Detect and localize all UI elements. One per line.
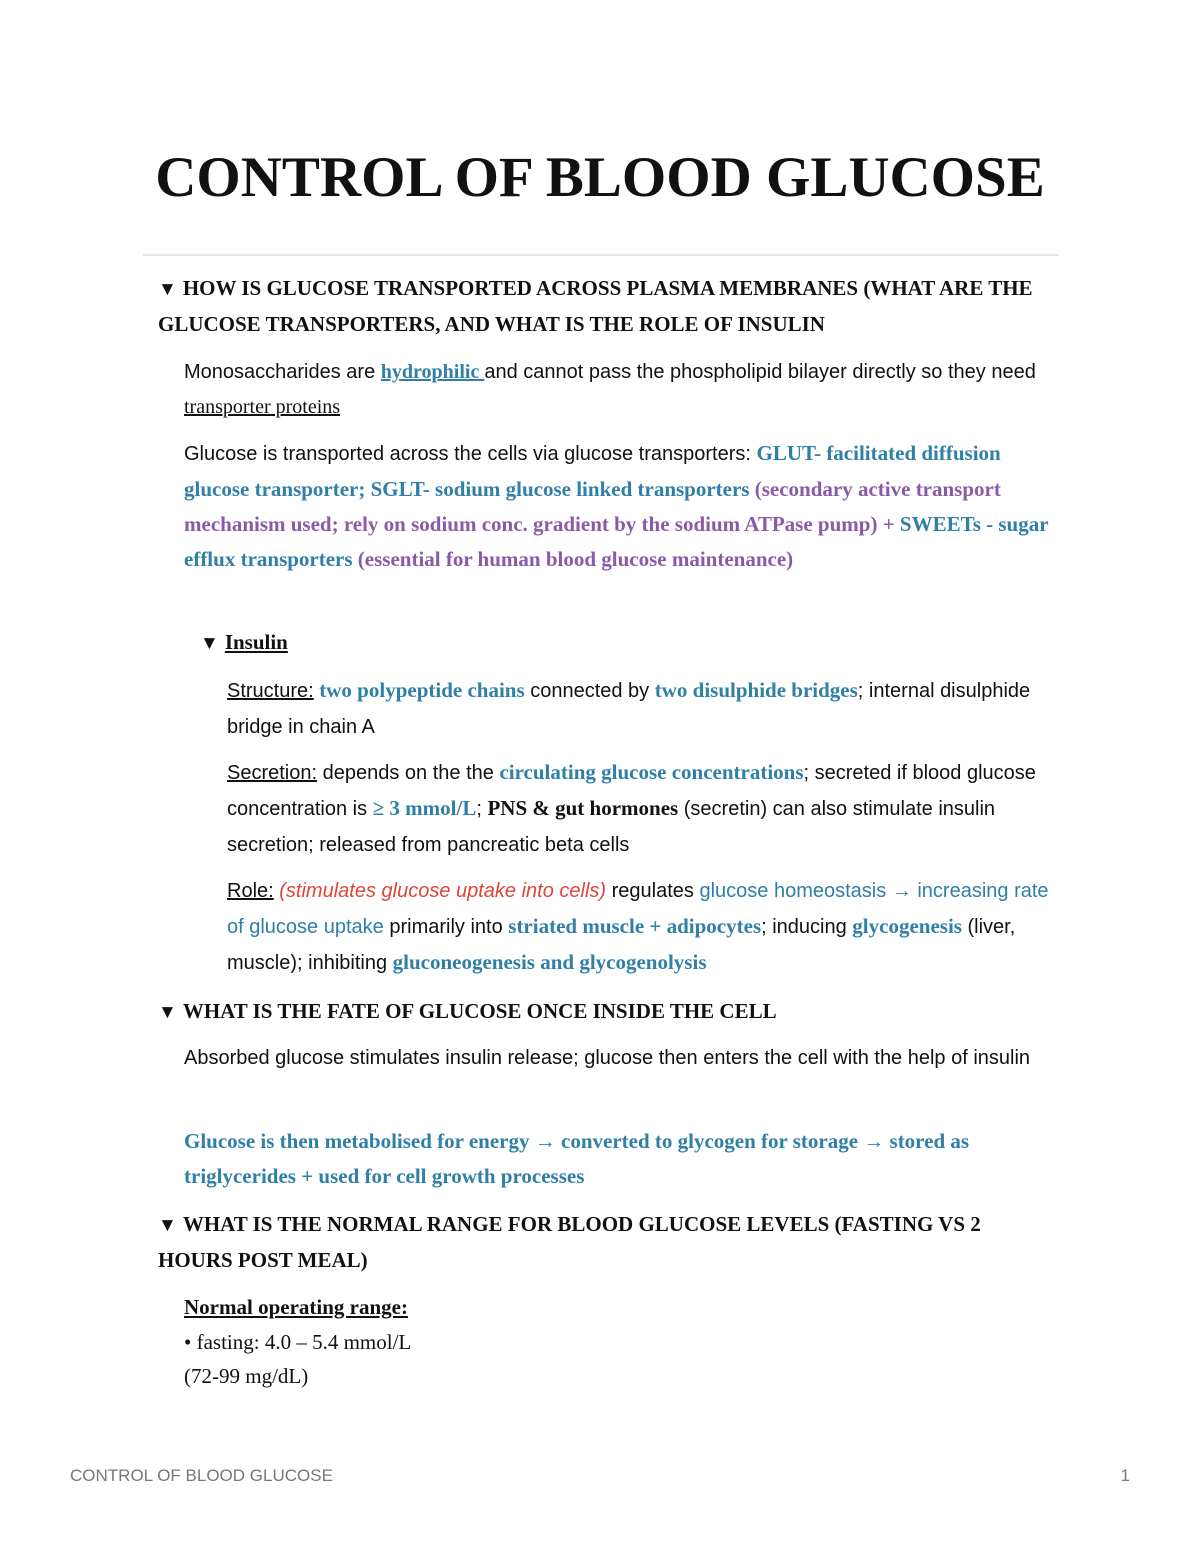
page-title: CONTROL OF BLOOD GLUCOSE: [155, 146, 1045, 209]
text-run: Monosaccharides are: [184, 361, 381, 383]
insulin-heading-text: Insulin: [224, 630, 288, 654]
toggle-heading-fate[interactable]: [158, 994, 1058, 1030]
text-run: (secretin) can also stimulate insulin secretion; released from pancreatic beta cells: [227, 798, 996, 856]
term-pns-gut-hormones: PNS & gut hormones: [487, 796, 679, 820]
text-run: connected by: [524, 680, 655, 702]
toggle-heading-normal-range[interactable]: [158, 1207, 1058, 1278]
text-run: and cannot pass the phospholipid bilayer directly so they need: [484, 361, 1036, 383]
term-transporter-proteins: transporter proteins: [184, 396, 341, 418]
label-secretion: Secretion:: [227, 762, 318, 784]
toggle-heading-transport[interactable]: [158, 271, 1058, 342]
list-item-fasting: • fasting: 4.0 – 5.4 mmol/L: [184, 1330, 412, 1354]
text-run: ;: [476, 798, 488, 820]
label-structure: Structure:: [227, 680, 314, 702]
title-divider: [143, 254, 1059, 256]
paragraph-insulin-role: [227, 873, 1057, 981]
term-threshold: ≥ 3 mmol/L: [372, 796, 477, 820]
label-role: Role:: [227, 880, 274, 902]
term-polypeptide-chains: two polypeptide chains: [319, 678, 525, 702]
term-sweets: SWEETs - sugar efflux transporters: [184, 512, 1049, 571]
toggle-triangle-icon[interactable]: ▼: [158, 279, 177, 300]
footer-document-title: CONTROL OF BLOOD GLUCOSE: [70, 1466, 333, 1485]
term-glycogenesis: glycogenesis: [852, 914, 962, 938]
term-maintenance: (essential for human blood glucose maintenance): [357, 547, 794, 571]
term-stimulates-uptake: (stimulates glucose uptake into cells): [279, 880, 607, 902]
term-muscle-adipocytes: striated muscle + adipocytes: [508, 914, 762, 938]
text-run: primarily into: [383, 916, 509, 938]
term-glut-sglt: GLUT- facilitated diffusion glucose transporter; SGLT- sodium glucose linked transporters: [184, 441, 1001, 501]
term-secondary-active: (secondary active transport mechanism used; rely on sodium conc. gradient by the sodium ATPase pump) +: [184, 477, 1001, 536]
footer-page-number: 1: [1120, 1466, 1130, 1485]
section-heading-text: HOW IS GLUCOSE TRANSPORTED ACROSS PLASMA MEMBRANES (WHAT ARE THE GLUCOSE TRANSPORTERS, AND WHAT IS THE ROLE OF INSULIN: [158, 276, 1033, 336]
paragraph-monosaccharides: [184, 355, 1064, 425]
text-run: ; internal disulphide bridge in chain A: [227, 680, 1031, 738]
section-heading-text: WHAT IS THE FATE OF GLUCOSE ONCE INSIDE THE CELL: [182, 999, 777, 1023]
text-run: depends on the the: [317, 762, 500, 784]
toggle-triangle-icon[interactable]: ▼: [200, 633, 219, 654]
toggle-triangle-icon[interactable]: ▼: [158, 1002, 177, 1023]
paragraph-absorbed-glucose: Absorbed glucose stimulates insulin release; glucose then enters the cell with the help of insulin: [184, 1047, 1031, 1069]
paragraph-insulin-structure: [227, 673, 1057, 745]
paragraph-glucose-transporters: [184, 436, 1064, 577]
text-run: ; secreted if blood glucose concentration is: [227, 762, 1036, 820]
section-heading-text: WHAT IS THE NORMAL RANGE FOR BLOOD GLUCOSE LEVELS (FASTING VS 2 HOURS POST MEAL): [158, 1212, 981, 1272]
term-circulating-glucose: circulating glucose concentrations: [499, 760, 804, 784]
paragraph-glucose-metabolised: Glucose is then metabolised for energy → converted to glycogen for storage → stored as triglycerides + used for cell growth processes: [184, 1129, 970, 1188]
toggle-heading-insulin[interactable]: [200, 625, 600, 661]
text-run: ; inducing: [761, 916, 853, 938]
paragraph-insulin-secretion: [227, 755, 1057, 863]
text-run: Glucose is transported across the cells via glucose transporters:: [184, 443, 757, 465]
term-glucose-homeostasis: glucose homeostasis → increasing rate of glucose uptake: [227, 880, 1049, 938]
toggle-triangle-icon[interactable]: ▼: [158, 1215, 177, 1236]
text-run: regulates: [606, 880, 700, 902]
term-hydrophilic: hydrophilic: [380, 361, 485, 383]
term-gluconeogenesis: gluconeogenesis and glycogenolysis: [392, 950, 707, 974]
text-run: (liver, muscle); inhibiting: [227, 916, 1016, 974]
text-fasting-mg: (72-99 mg/dL): [184, 1364, 309, 1388]
term-disulphide-bridges: two disulphide bridges: [654, 678, 858, 702]
label-normal-operating-range: Normal operating range:: [184, 1295, 408, 1319]
